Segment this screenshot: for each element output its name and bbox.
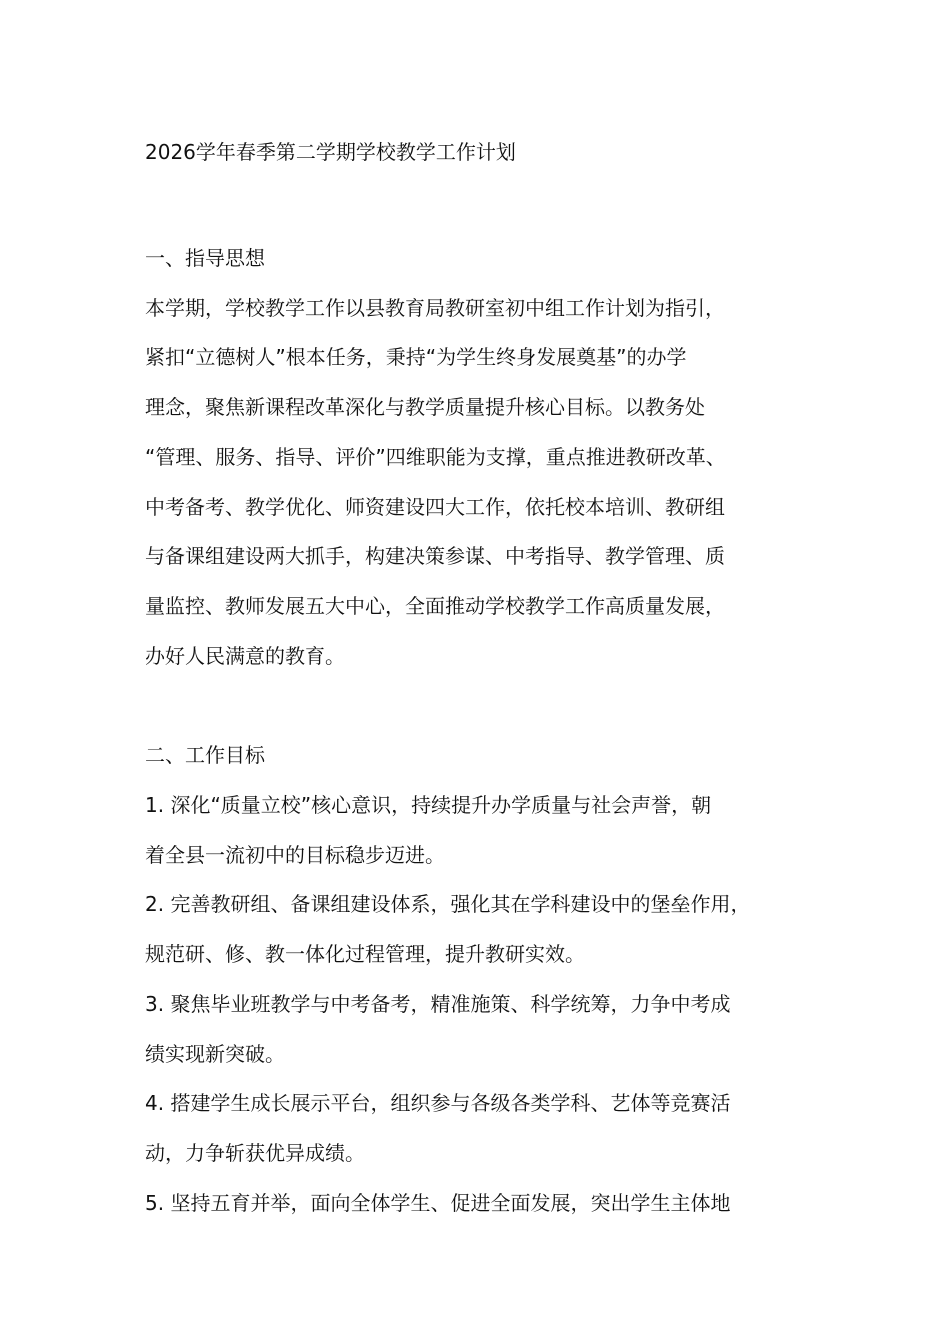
paragraph-line: 办好人民满意的教育。 [145,643,345,668]
paragraph-line: 紧扣“立德树人”根本任务，秉持“为学生终身发展奠基”的办学 [145,345,687,370]
document-body [145,132,835,1228]
list-item-line: 规范研、修、教一体化过程管理，提升教研实效。 [145,942,585,967]
paragraph-guiding-ideology [145,284,835,682]
list-item-line: 2. 完善教研组、备课组建设体系，强化其在学科建设中的堡垒作用， [145,892,751,917]
section-heading-guiding-ideology: 一、指导思想 [145,246,265,270]
list-item-line: 着全县一流初中的目标稳步迈进。 [145,842,445,867]
paragraph-line: 量监控、教师发展五大中心，全面推动学校教学工作高质量发展， [145,593,725,618]
section-heading-work-goals: 二、工作目标 [145,743,265,768]
list-item-line: 绩实现新突破。 [145,1041,285,1066]
list-item-line: 动，力争斩获优异成绩。 [145,1140,365,1165]
list-item-line: 1. 深化“质量立校”核心意识，持续提升办学质量与社会声誉，朝 [145,793,712,818]
paragraph-line: 中考备考、教学优化、师资建设四大工作，依托校本培训、教研组 [145,494,725,519]
paragraph-line: “管理、服务、指导、评价”四维职能为支撑，重点推进教研改革、 [145,444,726,469]
paragraph-line: 本学期，学校教学工作以县教育局教研室初中组工作计划为指引， [145,295,725,320]
paragraph-line: 与备课组建设两大抓手，构建决策参谋、中考指导、教学管理、质 [145,544,725,569]
list-item-line: 3. 聚焦毕业班教学与中考备考，精准施策、科学统筹，力争中考成 [145,991,731,1016]
spacer [145,681,835,731]
spacer [145,172,835,234]
list-item-line: 4. 搭建学生成长展示平台，组织参与各级各类学科、艺体等竞赛活 [145,1091,731,1116]
paragraph-line: 理念，聚焦新课程改革深化与教学质量提升核心目标。以教务处 [145,395,705,420]
document-title: 2026学年春季第二学期学校教学工作计划 [145,140,516,164]
list-work-goals [145,781,835,1228]
list-item-line: 5. 坚持五育并举，面向全体学生、促进全面发展，突出学生主体地 [145,1190,731,1215]
